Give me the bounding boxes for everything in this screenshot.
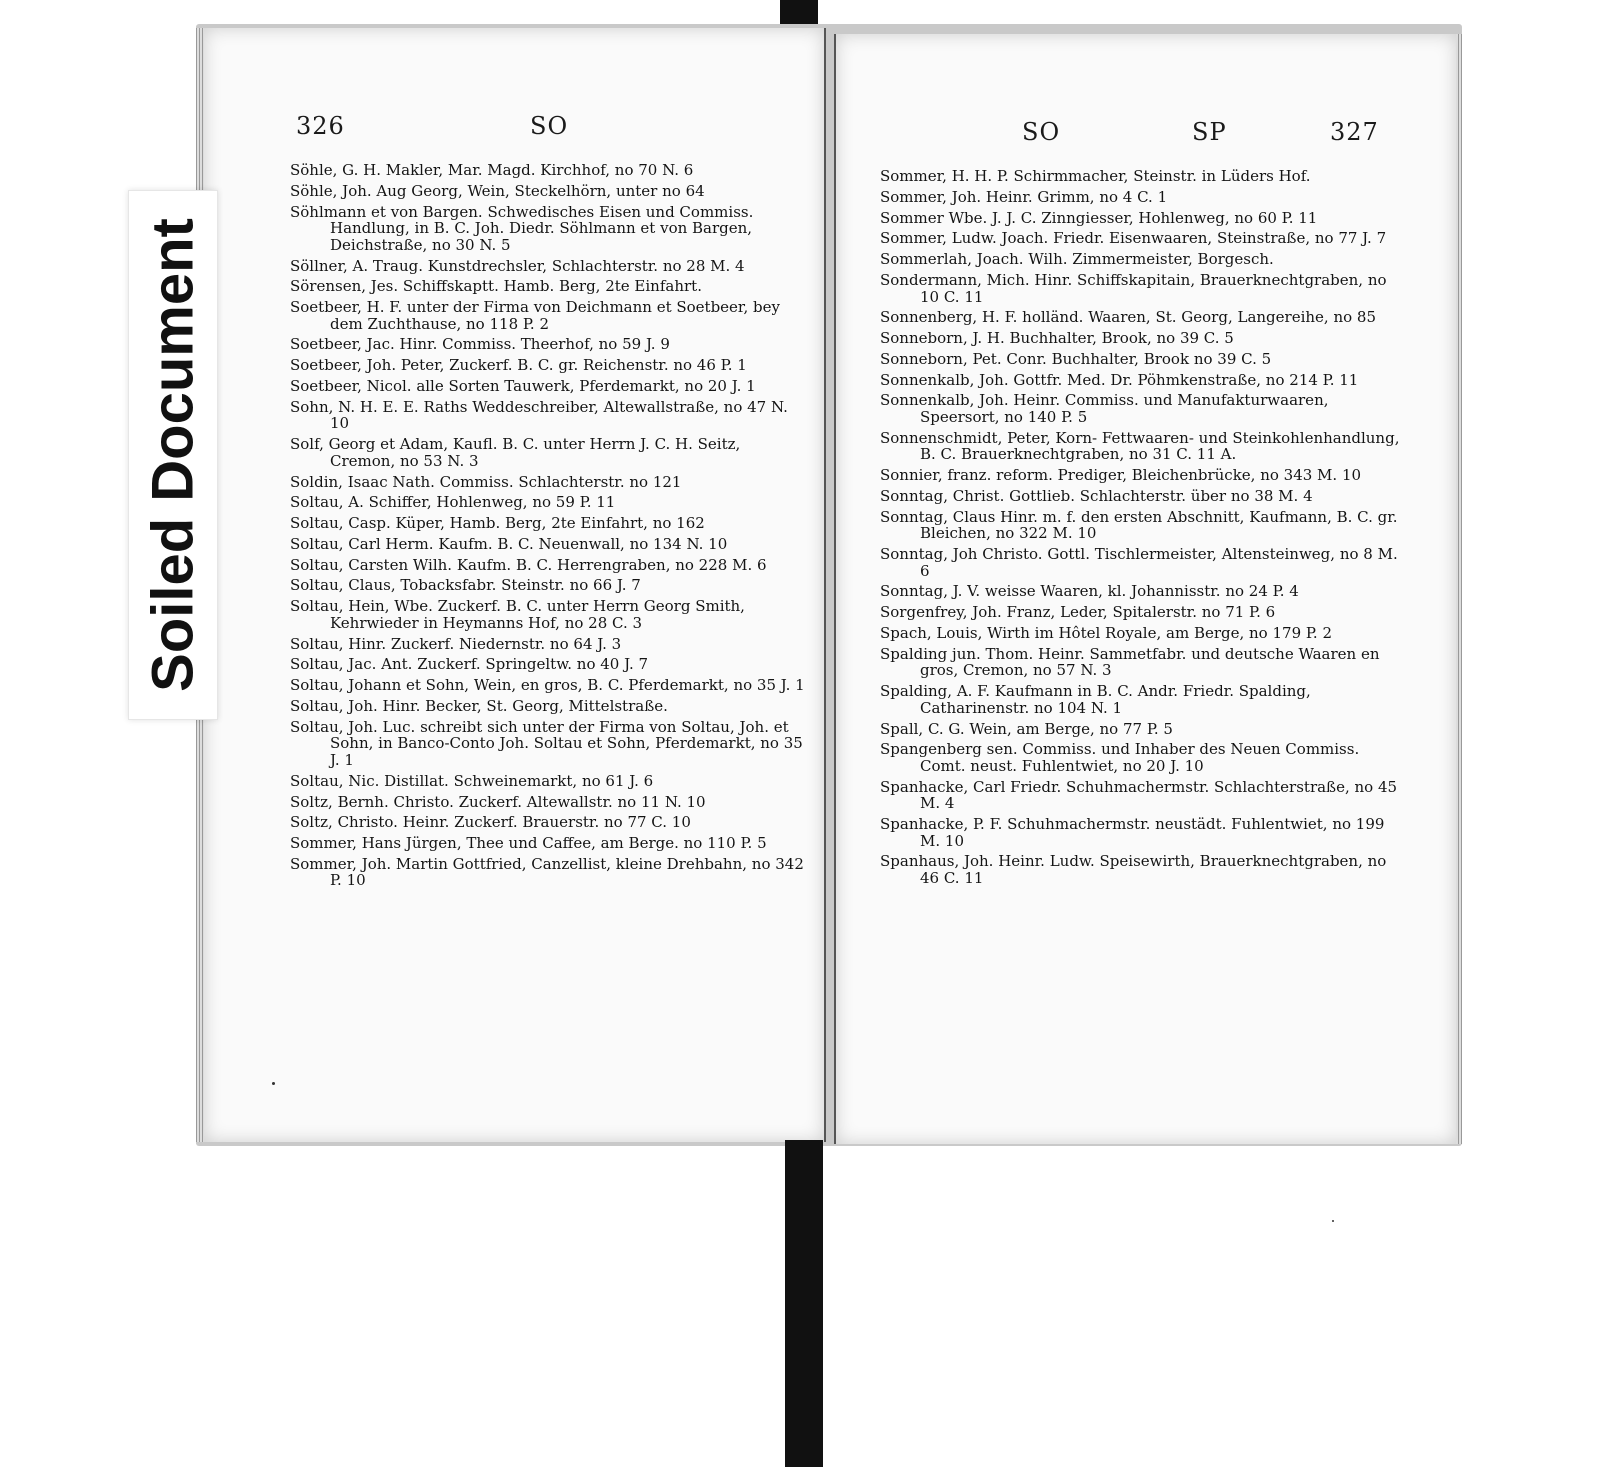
directory-entry: Sommer Wbe. J. J. C. Zinngiesser, Hohlenweg, no 60 P. 11 bbox=[880, 208, 1318, 227]
directory-entry: Sonntag, Joh Christo. Gottl. Tischlermeister, Altensteinweg, no 8 M. 6 bbox=[880, 545, 1398, 580]
directory-entry: Soltau, Jac. Ant. Zuckerf. Springeltw. no 40 J. 7 bbox=[290, 655, 649, 674]
directory-entry: Sonntag, Christ. Gottlieb. Schlachterstr. über no 38 M. 4 bbox=[880, 486, 1313, 505]
soiled-document-label bbox=[128, 190, 218, 720]
directory-entry: Spall, C. G. Wein, am Berge, no 77 P. 5 bbox=[880, 719, 1173, 738]
section-header-left: SO bbox=[530, 112, 569, 140]
directory-entry: Soltau, Joh. Hinr. Becker, St. Georg, Mittelstraße. bbox=[290, 696, 668, 715]
directory-entry: Sörensen, Jes. Schiffskaptt. Hamb. Berg, 2te Einfahrt. bbox=[290, 277, 702, 296]
directory-entry: Sorgenfrey, Joh. Franz, Leder, Spitalerstr. no 71 P. 6 bbox=[880, 603, 1276, 622]
dust-speck bbox=[1332, 1220, 1334, 1222]
directory-entry: Sonnenkalb, Joh. Heinr. Commiss. und Manufakturwaaren, Speersort, no 140 P. 5 bbox=[880, 391, 1329, 426]
page-number-right: 327 bbox=[1330, 118, 1379, 146]
directory-entry: Soetbeer, H. F. unter der Firma von Deichmann et Soetbeer, bey dem Zuchthause, no 118 P. 2 bbox=[290, 298, 780, 333]
directory-entries-left bbox=[290, 162, 805, 893]
directory-entry: Spanhacke, Carl Friedr. Schuhmachermstr. Schlachterstraße, no 45 M. 4 bbox=[880, 777, 1398, 813]
label-text: Soiled Document bbox=[140, 218, 206, 692]
directory-entry: Soltau, Hein, Wbe. Zuckerf. B. C. unter Herrn Georg Smith, Kehrwieder in Heymanns Hof, no 28 C. 3 bbox=[290, 597, 745, 632]
directory-entries-right bbox=[880, 168, 1400, 891]
directory-entry: Spangenberg sen. Commiss. und Inhaber des Neuen Commiss. Comt. neust. Fuhlentwiet, no 20 J. 10 bbox=[880, 740, 1360, 775]
directory-entry: Soltau, Johann et Sohn, Wein, en gros, B. C. Pferdemarkt, no 35 J. 1 bbox=[290, 676, 805, 695]
directory-entry: Sondermann, Mich. Hinr. Schiffskapitain, Brauerknechtgraben, no 10 C. 11 bbox=[880, 270, 1387, 306]
directory-entry: Sommer, Joh. Heinr. Grimm, no 4 C. 1 bbox=[880, 187, 1168, 206]
directory-entry: Solf, Georg et Adam, Kaufl. B. C. unter Herrn J. C. H. Seitz, Cremon, no 53 N. 3 bbox=[290, 435, 741, 470]
directory-entry: Söhlmann et von Bargen. Schwedisches Eisen und Commiss. Handlung, in B. C. Joh. Diedr. Söhlmann et von Bargen, Deichstraße, no 30 N. 5 bbox=[290, 202, 754, 254]
directory-entry: Sommer, Joh. Martin Gottfried, Canzellist, kleine Drehbahn, no 342 P. 10 bbox=[290, 854, 804, 890]
directory-entry: Söhle, Joh. Aug Georg, Wein, Steckelhörn, unter no 64 bbox=[290, 181, 705, 200]
directory-entry: Spach, Louis, Wirth im Hôtel Royale, am Berge, no 179 P. 2 bbox=[880, 624, 1333, 643]
directory-entry: Sonnier, franz. reform. Prediger, Bleichenbrücke, no 343 M. 10 bbox=[880, 466, 1362, 485]
directory-entry: Soltau, Carsten Wilh. Kaufm. B. C. Herrengraben, no 228 M. 6 bbox=[290, 555, 767, 574]
directory-entry: Sohn, N. H. E. E. Raths Weddeschreiber, Altewallstraße, no 47 N. 10 bbox=[290, 397, 788, 433]
directory-entry: Soltz, Bernh. Christo. Zuckerf. Altewallstr. no 11 N. 10 bbox=[290, 792, 706, 811]
section-header-right-sp: SP bbox=[1192, 118, 1227, 146]
directory-entry: Spanhaus, Joh. Heinr. Ludw. Speisewirth, Brauerknechtgraben, no 46 C. 11 bbox=[880, 852, 1387, 888]
directory-entry: Soltz, Christo. Heinr. Zuckerf. Brauerstr. no 77 C. 10 bbox=[290, 813, 691, 832]
directory-entry: Soetbeer, Jac. Hinr. Commiss. Theerhof, no 59 J. 9 bbox=[290, 335, 670, 354]
directory-entry: Soetbeer, Nicol. alle Sorten Tauwerk, Pferdemarkt, no 20 J. 1 bbox=[290, 377, 756, 396]
directory-entry: Sonntag, J. V. weisse Waaren, kl. Johannisstr. no 24 P. 4 bbox=[880, 582, 1299, 601]
directory-entry: Söllner, A. Traug. Kunstdrechsler, Schlachterstr. no 28 M. 4 bbox=[290, 256, 745, 275]
directory-entry: Spanhacke, P. F. Schuhmachermstr. neustädt. Fuhlentwiet, no 199 M. 10 bbox=[880, 815, 1385, 850]
directory-entry: Soldin, Isaac Nath. Commiss. Schlachterstr. no 121 bbox=[290, 472, 682, 491]
directory-entry: Soltau, Hinr. Zuckerf. Niedernstr. no 64 J. 3 bbox=[290, 634, 622, 653]
directory-entry: Sonnenkalb, Joh. Gottfr. Med. Dr. Pöhmkenstraße, no 214 P. 11 bbox=[880, 370, 1359, 389]
directory-entry: Soltau, A. Schiffer, Hohlenweg, no 59 P. 11 bbox=[290, 493, 616, 512]
page-number-left: 326 bbox=[296, 112, 345, 140]
directory-entry: Sommer, Hans Jürgen, Thee und Caffee, am Berge. no 110 P. 5 bbox=[290, 834, 767, 853]
directory-entry: Soetbeer, Joh. Peter, Zuckerf. B. C. gr. Reichenstr. no 46 P. 1 bbox=[290, 356, 747, 375]
directory-entry: Sonnenberg, H. F. holländ. Waaren, St. Georg, Langereihe, no 85 bbox=[880, 308, 1376, 327]
section-header-right-so: SO bbox=[1022, 118, 1061, 146]
book-spine-bottom bbox=[785, 1140, 823, 1467]
directory-entry: Soltau, Claus, Tobacksfabr. Steinstr. no 66 J. 7 bbox=[290, 576, 641, 595]
directory-entry: Spalding jun. Thom. Heinr. Sammetfabr. und deutsche Waaren en gros, Cremon, no 57 N. 3 bbox=[880, 644, 1380, 680]
directory-entry: Söhle, G. H. Makler, Mar. Magd. Kirchhof, no 70 N. 6 bbox=[290, 161, 694, 179]
directory-entry: Soltau, Nic. Distillat. Schweinemarkt, no 61 J. 6 bbox=[290, 771, 654, 790]
directory-entry: Soltau, Joh. Luc. schreibt sich unter der Firma von Soltau, Joh. et Sohn, in Banco-Conto Joh. Soltau et Sohn, Pferdemarkt, no 35 J. 1 bbox=[290, 717, 803, 769]
right-page bbox=[834, 34, 1456, 1144]
directory-entry: Soltau, Casp. Küper, Hamb. Berg, 2te Einfahrt, no 162 bbox=[290, 514, 705, 533]
directory-entry: Sommerlah, Joach. Wilh. Zimmermeister, Borgesch. bbox=[880, 250, 1274, 269]
directory-entry: Sonneborn, J. H. Buchhalter, Brook, no 39 C. 5 bbox=[880, 329, 1234, 348]
directory-entry: Spalding, A. F. Kaufmann in B. C. Andr. Friedr. Spalding, Catharinenstr. no 104 N. 1 bbox=[880, 682, 1311, 717]
directory-entry: Sonnenschmidt, Peter, Korn- Fettwaaren- und Steinkohlenhandlung, B. C. Brauerknechtgraben, no 31 C. 11 A. bbox=[880, 428, 1400, 464]
directory-entry: Sommer, H. H. P. Schirmmacher, Steinstr. in Lüders Hof. bbox=[880, 167, 1311, 185]
dust-speck bbox=[272, 1082, 275, 1085]
directory-entry: Sonneborn, Pet. Conr. Buchhalter, Brook no 39 C. 5 bbox=[880, 349, 1272, 368]
directory-entry: Soltau, Carl Herm. Kaufm. B. C. Neuenwall, no 134 N. 10 bbox=[290, 534, 728, 553]
directory-entry: Sommer, Ludw. Joach. Friedr. Eisenwaaren, Steinstraße, no 77 J. 7 bbox=[880, 229, 1387, 248]
left-page bbox=[204, 28, 826, 1142]
directory-entry: Sonntag, Claus Hinr. m. f. den ersten Abschnitt, Kaufmann, B. C. gr. Bleichen, no 322 M. 10 bbox=[880, 507, 1398, 543]
